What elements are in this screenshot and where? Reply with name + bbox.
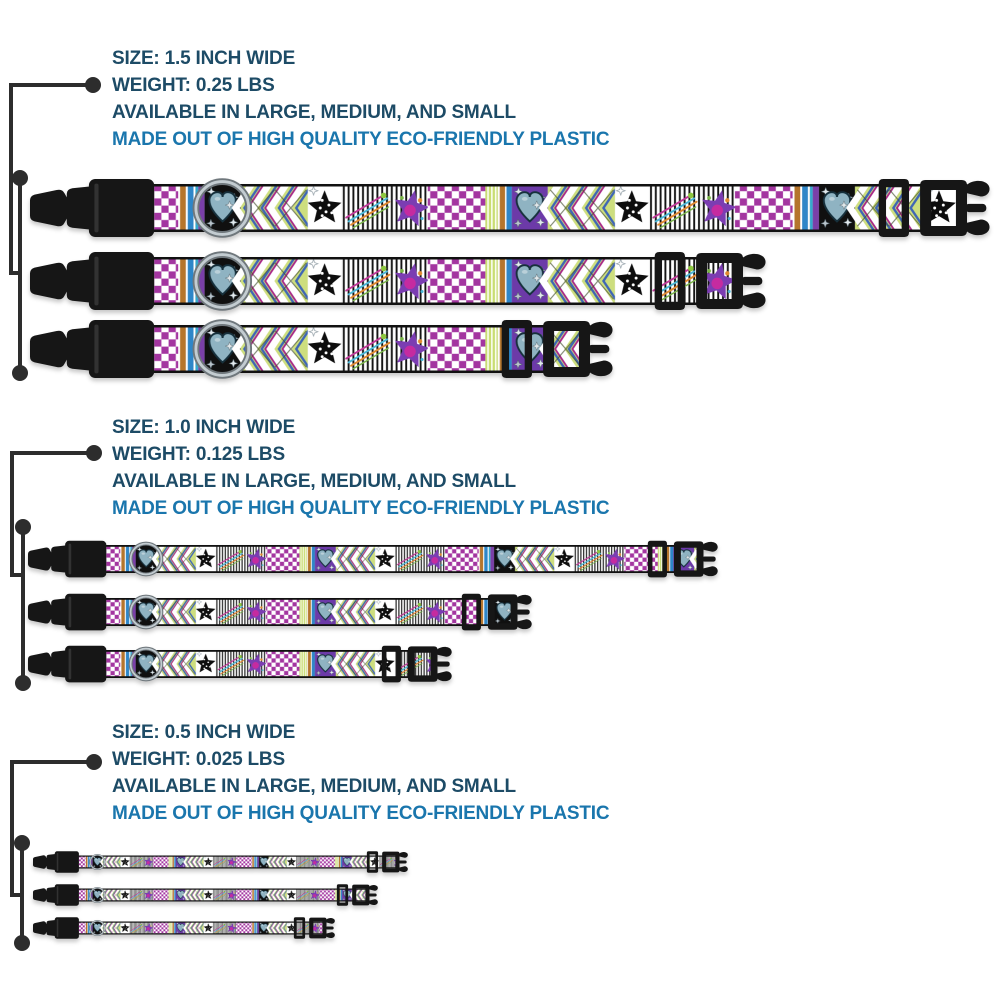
bracket-dot-bottom <box>12 365 28 381</box>
buckle-female <box>30 252 154 310</box>
collar-image-1-0in-large <box>28 539 718 579</box>
spec-block-1-5-inch <box>112 45 609 153</box>
buckle-female <box>33 917 79 938</box>
size-line: SIZE: 1.5 INCH WIDE <box>112 48 296 69</box>
buckle-female <box>33 851 79 872</box>
weight-line: WEIGHT: 0.125 LBS <box>112 444 285 465</box>
collar-image-1-5in-small <box>30 318 613 380</box>
availability-line: AVAILABLE IN LARGE, MEDIUM, AND SMALL <box>112 776 516 797</box>
weight-line: WEIGHT: 0.25 LBS <box>112 75 275 96</box>
material-line: MADE OUT OF HIGH QUALITY ECO-FRIENDLY PLASTIC <box>112 498 610 519</box>
collar-image-0-5in-small <box>33 915 335 941</box>
material-line: MADE OUT OF HIGH QUALITY ECO-FRIENDLY PLASTIC <box>112 129 610 150</box>
material-line: MADE OUT OF HIGH QUALITY ECO-FRIENDLY PLASTIC <box>112 803 610 824</box>
bullet-dot <box>86 445 102 461</box>
buckle-female <box>33 884 79 905</box>
buckle-female <box>30 179 154 237</box>
collar-image-1-5in-medium <box>30 250 766 312</box>
size-line: SIZE: 1.0 INCH WIDE <box>112 417 296 438</box>
weight-line: WEIGHT: 0.025 LBS <box>112 749 285 770</box>
collar-image-0-5in-large <box>33 849 408 875</box>
spec-block-1-0-inch <box>112 414 609 522</box>
bracket-dot-bottom <box>14 935 30 951</box>
collar-image-1-0in-medium <box>28 592 532 632</box>
bracket-dot-top <box>12 170 28 186</box>
buckle-female <box>30 320 154 378</box>
bracket-dot-top <box>14 835 30 851</box>
availability-line: AVAILABLE IN LARGE, MEDIUM, AND SMALL <box>112 471 516 492</box>
buckle-female <box>28 594 106 631</box>
collar-image-0-5in-medium <box>33 882 378 908</box>
bullet-dot <box>86 754 102 770</box>
availability-line: AVAILABLE IN LARGE, MEDIUM, AND SMALL <box>112 102 516 123</box>
collar-image-1-0in-small <box>28 644 452 684</box>
bullet-dot <box>85 77 101 93</box>
spec-block-0-5-inch <box>112 719 609 827</box>
buckle-female <box>28 646 106 683</box>
bracket-dot-top <box>15 519 31 535</box>
collar-image-1-5in-large <box>30 177 990 239</box>
buckle-female <box>28 541 106 578</box>
size-line: SIZE: 0.5 INCH WIDE <box>112 722 296 743</box>
